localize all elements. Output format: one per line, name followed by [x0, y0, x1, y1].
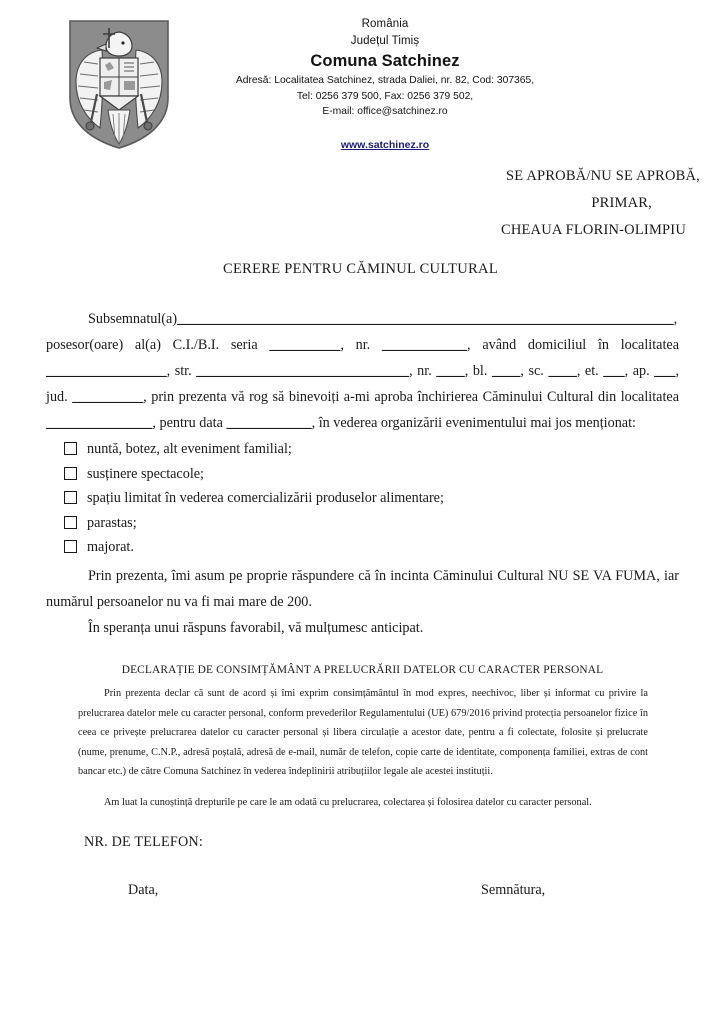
website-link[interactable]: www.satchinez.ro [340, 138, 430, 151]
field-name[interactable]: ______________________________________________________________________ [177, 311, 674, 327]
page-title: CERERE PENTRU CĂMINUL CULTURAL [223, 261, 498, 277]
checkbox-icon[interactable] [64, 442, 77, 455]
event-type-list [64, 437, 624, 560]
gdpr-section-title: DECLARAȚIE DE CONSIMȚĂMÂNT A PRELUCRĂRII DATELOR CU CARACTER PERSONAL [121, 664, 604, 676]
statement-no-smoking: Prin prezenta, îmi asum pe proprie răspundere că în incinta Căminului Cultural NU SE VA FUMA, iar numărul persoanelor nu va fi mai mare de 200. [46, 568, 679, 610]
list-item[interactable] [64, 486, 624, 511]
checkbox-icon[interactable] [64, 516, 77, 529]
text-pentru-data: , pentru data [152, 415, 223, 431]
coat-of-arms-icon [64, 18, 174, 150]
address-line: Adresă: Localitatea Satchinez, strada Daliei, nr. 82, Cod: 307365, [235, 75, 535, 86]
text-event-intro: , în vederea organizării evenimentului mai jos menționat: [311, 415, 636, 431]
field-county[interactable]: __________ [72, 389, 144, 405]
list-item[interactable] [64, 535, 624, 560]
approval-line-approve: SE APROBĂ/NU SE APROBĂ, [506, 168, 700, 184]
date-label: Data, [128, 882, 159, 898]
list-item[interactable] [64, 511, 624, 536]
gdpr-section-body [78, 684, 648, 812]
declaration-statements [46, 563, 679, 641]
commune-name: Comuna Satchinez [310, 52, 460, 70]
field-apartment[interactable]: ___ [654, 363, 676, 379]
text-jud: , jud. [46, 363, 680, 405]
field-event-date[interactable]: ____________ [226, 415, 312, 431]
statement-closing: În speranța unui răspuns favorabil, vă mulțumesc anticipat. [88, 620, 424, 636]
checkbox-icon[interactable] [64, 491, 77, 504]
field-staircase[interactable]: ____ [548, 363, 577, 379]
checkbox-icon[interactable] [64, 467, 77, 480]
list-item-label: spațiu limitat în vederea comercializării produselor alimentare; [87, 490, 444, 506]
list-item-label: susținere spectacole; [87, 465, 204, 482]
field-id-series[interactable]: __________ [269, 337, 341, 353]
field-street-number[interactable]: ____ [436, 363, 465, 379]
field-floor[interactable]: ___ [603, 363, 625, 379]
field-block[interactable]: ____ [492, 363, 521, 379]
request-paragraph [46, 306, 679, 436]
organization-header [185, 16, 585, 151]
text-posesor: posesor(oare) al(a) C.I./B.I. seria [46, 337, 258, 353]
list-item-label: majorat. [87, 539, 134, 555]
text-nr2: , nr. [409, 363, 432, 379]
phone-number-label: NR. DE TELEFON: [84, 834, 203, 850]
list-item-label: nuntă, botez, alt eveniment familial; [87, 441, 292, 457]
request-body [46, 306, 679, 436]
list-item[interactable] [64, 437, 624, 462]
list-item-label: parastas; [87, 514, 137, 531]
gdpr-paragraph-consent: Prin prezenta declar că sunt de acord și îmi exprim consimțământul în mod expres, neechivoc, liber și informat cu privire la prelucrarea datelor mele cu caracter personal, conform prevederilor Regulamentului (UE) 679/2016 privind protecția persoanelor fizice în ceea ce privește prelucrarea datelor cu caracter personal și libera circulație a acestor date, pentru a fi colectate, folosite și prelucrate (nume, prenume, C.N.P., adresă poștală, adresă de e-mail, număr de telefon, copie carte de identitate, componența familiei, extras de cont bancar etc.) de către Comuna Satchinez în vederea îndeplinirii atribuțiilor legale ale acestei instituții. [78, 688, 648, 777]
checkbox-icon[interactable] [64, 540, 77, 553]
county-name: Județul Timiș [350, 34, 420, 47]
email-line: E-mail: office@satchinez.ro [322, 106, 448, 117]
field-event-locality[interactable]: _______________ [46, 415, 153, 431]
text-et: , et. [576, 363, 599, 379]
text-request: , prin prezenta vă rog să binevoiți a-mi aproba închirierea Căminului Cultural din localitatea [143, 389, 680, 405]
punct-1: , [673, 311, 678, 327]
field-locality[interactable]: _________________ [46, 363, 167, 379]
text-nr: , nr. [340, 337, 371, 353]
text-str: , str. [166, 363, 192, 379]
list-item[interactable] [64, 462, 624, 487]
approval-block [300, 163, 722, 244]
field-id-number[interactable]: ____________ [381, 337, 468, 353]
text-sc: , sc. [520, 363, 544, 379]
signature-label: Semnătura, [481, 882, 546, 898]
phone-fax-line: Tel: 0256 379 500, Fax: 0256 379 502, [296, 90, 474, 102]
signature-row [0, 882, 725, 904]
approval-line-mayor-name: CHEAUA FLORIN-OLIMPIU [500, 222, 686, 238]
letterhead [0, 10, 725, 160]
text-ap: , ap. [624, 363, 650, 379]
approval-line-mayor-title: PRIMAR, [591, 195, 652, 211]
text-bl: , bl. [464, 363, 488, 379]
label-subsemnatul: Subsemnatul(a) [88, 311, 178, 327]
gdpr-paragraph-rights: Am luat la cunoștință drepturile pe care le am odată cu prelucrarea, colectarea și folosirea datelor cu caracter personal. [104, 796, 592, 808]
text-domiciliu: , având domiciliul în localitatea [467, 337, 680, 353]
field-street[interactable]: ______________________________ [196, 363, 410, 379]
country-name: România [361, 18, 409, 30]
